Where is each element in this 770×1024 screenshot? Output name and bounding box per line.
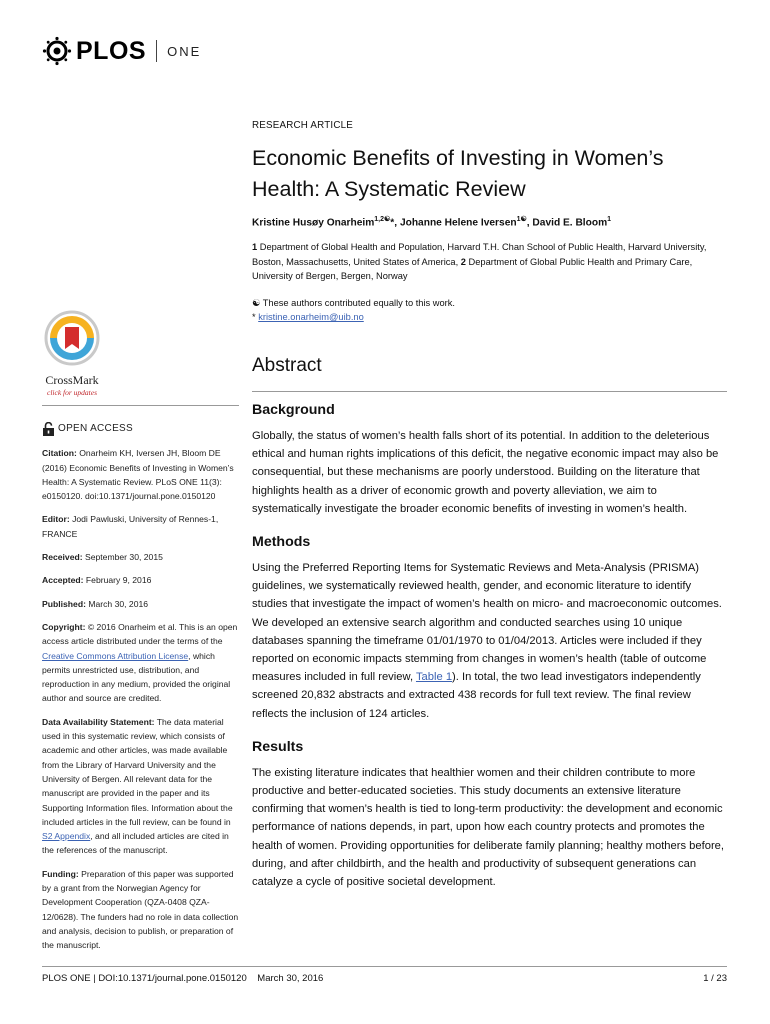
methods-text-b: ). In total, the two lead investigators independently screened 20,832 abstracts and extracted 438 records for full text review. The final review reflects the inclusion of 124 articles. xyxy=(252,671,701,720)
author-affil: 1☯ xyxy=(516,216,527,223)
open-lock-icon xyxy=(42,422,55,436)
s2-appendix-link[interactable]: S2 Appendix xyxy=(42,831,91,842)
affil-number: 2 xyxy=(460,256,466,267)
citation-text: Onarheim KH, Iversen JH, Bloom DE (2016) Economic Benefits of Investing in Women’s Health: A Systematic Review. PLoS ONE 11(3): e0150120. doi:10.1371/journal.pone.0150120 xyxy=(42,448,234,502)
author-name[interactable]: Kristine Husøy Onarheim xyxy=(252,217,375,229)
publisher-name: PLOS xyxy=(76,36,147,65)
cc-license-link[interactable]: Creative Commons Attribution License xyxy=(42,650,189,661)
accepted-label: Accepted: xyxy=(42,575,84,586)
crossmark-badge[interactable] xyxy=(38,310,106,397)
received-date: September 30, 2015 xyxy=(82,552,163,563)
author-affil: 1,2☯ xyxy=(374,216,391,223)
abstract-divider xyxy=(252,391,727,392)
copyright-text-a: © 2016 Onarheim et al. This is an open access article distributed under the terms of the xyxy=(42,621,238,647)
data-availability-block xyxy=(42,715,239,858)
plos-one-logo[interactable] xyxy=(42,34,201,68)
results-heading: Results xyxy=(252,738,304,755)
article-main xyxy=(252,120,727,907)
page-footer xyxy=(42,966,727,984)
journal-name: ONE xyxy=(167,43,202,59)
abstract-heading: Abstract xyxy=(252,354,322,376)
footer-divider xyxy=(42,966,727,967)
published-date: March 30, 2016 xyxy=(85,598,149,609)
editor-block xyxy=(42,512,239,541)
crossmark-tagline: click for updates xyxy=(47,388,97,397)
open-access-text: OPEN ACCESS xyxy=(58,423,133,434)
open-access-label xyxy=(42,422,239,436)
editor-label: Editor: xyxy=(42,514,70,525)
author-list xyxy=(252,215,727,228)
funding-text: Preparation of this paper was supported by a grant from the Norwegian Agency for Development Cooperation (QZA-0408 QZA-12/0628). The funders had no role in data collection and analysis, decision to publish, or preparation of the manuscript. xyxy=(42,868,239,951)
logo-divider xyxy=(156,40,157,62)
author-sep: , xyxy=(526,217,533,229)
article-title xyxy=(252,143,727,205)
received-label: Received: xyxy=(42,552,83,563)
article-type: RESEARCH ARTICLE xyxy=(252,120,354,131)
data-availability-text-b: , and all included articles are cited in the references of the manuscript. xyxy=(42,831,229,856)
citation-label: Citation: xyxy=(42,448,77,459)
background-text: Globally, the status of women’s health falls short of its potential. In addition to the deleterious ethical and human rights implications of this deficit, the negative economic impact may also be consequential, but these mechanisms are poorly understood. Building on the literature that highlights health as a driver of economic growth and poverty alleviation, we aim to systematically investigate the broader economic benefits of investing in women’s health. xyxy=(252,429,719,515)
affil-text: Department of Global Public Health and Primary Care, University of Bergen, Bergen, Norway xyxy=(252,256,693,282)
affiliations xyxy=(252,240,727,284)
title-line-2: Health: A Systematic Review xyxy=(252,177,526,201)
author-notes xyxy=(252,296,727,325)
copyright-label: Copyright: xyxy=(42,621,86,632)
editor-text: Jodi Pawluski, University of Rennes-1, FRANCE xyxy=(42,514,219,539)
title-line-1: Economic Benefits of Investing in Women’s xyxy=(252,146,664,170)
sidebar-divider xyxy=(42,405,239,406)
corresponding-email-link[interactable]: kristine.onarheim@uib.no xyxy=(258,312,364,323)
footer-citation: PLOS ONE | DOI:10.1371/journal.pone.0150120 March 30, 2016 xyxy=(42,973,324,984)
equal-contribution-note: ☯ These authors contributed equally to this work. xyxy=(252,297,455,308)
article-info-sidebar xyxy=(42,405,239,962)
methods-heading: Methods xyxy=(252,533,311,550)
methods-text xyxy=(252,559,727,723)
accepted-block xyxy=(42,573,239,587)
corresponding-mark: * xyxy=(252,312,259,323)
corresponding-note xyxy=(252,310,727,325)
affil-text: Department of Global Health and Population, Harvard T.H. Chan School of Public Health, Harvard University, Boston, Massachusetts, United States of America, xyxy=(252,242,707,267)
author-affil: 1 xyxy=(607,216,612,223)
accepted-date: February 9, 2016 xyxy=(83,575,152,586)
received-block xyxy=(42,550,239,564)
data-availability-label: Data Availability Statement: xyxy=(42,716,155,727)
published-label: Published: xyxy=(42,598,86,609)
plos-logo-icon xyxy=(42,36,72,66)
background-heading: Background xyxy=(252,401,335,418)
author-sep: *, xyxy=(390,217,400,229)
methods-text-a: Using the Preferred Reporting Items for Systematic Reviews and Meta-Analysis (PRISMA) guidelines, we systematically reviewed health, gender, and economic literature to identify studies that investigate the impact of women’s health on micro- and macroeconomic outcomes. We developed an extensive search algorithm and conducted searches using 10 unique databases spanning the timeframe 01/01/1970 to 01/04/2013. Articles were included if they reported on economic impacts stemming from changes in women’s health (table of outcome measures included in full review, xyxy=(252,561,722,684)
crossmark-icon xyxy=(44,310,100,366)
crossmark-name: CrossMark xyxy=(45,373,99,387)
copyright-text-b: , which permits unrestricted use, distribution, and reproduction in any medium, provided the original author and source are credited. xyxy=(42,650,231,704)
data-availability-text-a: The data material used in this systematic review, which consists of academic and other articles, was made available from the Library of Harvard University and the University of Bergen. All relevant data for the manuscript are provided in the paper and its Supporting Information files. Information about the included articles in the full review, can be found in xyxy=(42,716,233,827)
page-number: 1 / 23 xyxy=(703,973,727,984)
citation-block xyxy=(42,446,239,503)
author-name[interactable]: Johanne Helene Iversen xyxy=(399,217,517,229)
published-block xyxy=(42,597,239,611)
funding-label: Funding: xyxy=(42,868,79,879)
author-name[interactable]: David E. Bloom xyxy=(532,217,608,229)
copyright-block xyxy=(42,620,239,706)
affil-number: 1 xyxy=(252,242,258,253)
results-text: The existing literature indicates that healthier women and their children contribute to more productive and better-educated societies. This study documents an extensive literature confirming that women’s health is tied to long-term productivity: the development and economic performance of nations depends, in part, upon how each country protects and promotes the health of women. Providing opportunities for deliberate family planning; healthy mothers before, during, and after childbirth, and the health and productivity of subsequent generations can catalyze a cycle of positive societal development. xyxy=(252,766,725,888)
funding-block xyxy=(42,867,239,953)
table-1-link[interactable]: Table 1 xyxy=(415,671,453,684)
